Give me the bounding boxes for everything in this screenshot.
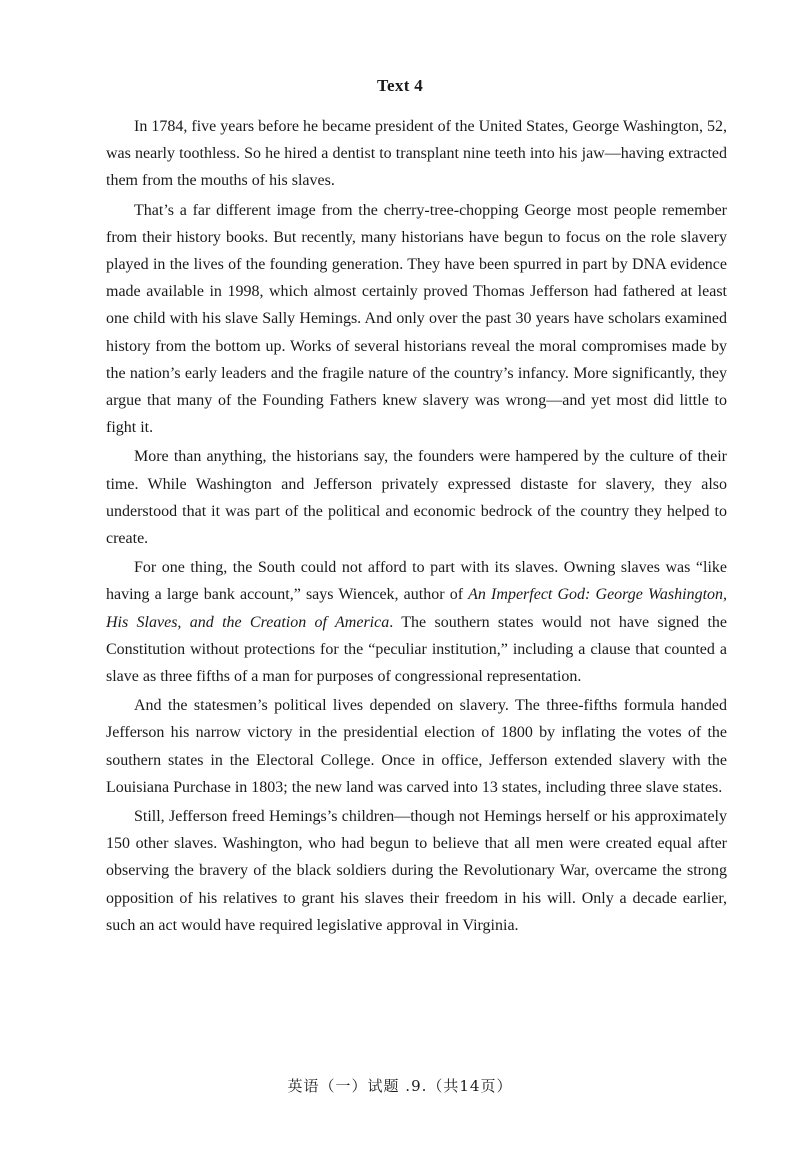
- paragraph-3: More than anything, the historians say, the founders were hampered by the culture of their time. While Washington and Jefferson privately expressed distaste for slavery, they also understood that it was part of the political and economic bedrock of the country they helped to create.: [106, 448, 727, 548]
- paragraph-4-after: . The southern states would not have signed the Constitution without protections for the “peculiar institution,” including a clause that counted a slave as three fifths of a man for purposes of congressional representation.: [106, 613, 727, 686]
- book-title: An Imperfect God: George Washington, His Slaves, and the Creation of America: [106, 586, 728, 631]
- paragraph-2: That’s a far different image from the cherry-tree-chopping George most people remember from their history books. But recently, many historians have begun to focus on the role slavery played in the lives of the founding generation. They have been spurred in part by DNA evidence made available in 1998, which almost certainly proved Thomas Jefferson had fathered at least one child with his slave Sally Hemings. And only over the past 30 years have scholars examined history from the bottom up. Works of several historians reveal the moral compromises made by the nation’s early leaders and the fragile nature of the country’s infancy. More significantly, they argue that many of the Founding Fathers knew slavery was wrong—and yet most did little to fight it.: [106, 201, 727, 437]
- paragraph-4: [106, 554, 727, 690]
- page-title: Text 4: [376, 76, 424, 95]
- paragraph-4-before: For one thing, the South could not afford to part with its slaves. Owning slaves was “like having a large bank account,” says Wiencek, author of: [106, 559, 727, 604]
- paragraph-1: In 1784, five years before he became president of the United States, George Washington, 52, was nearly toothless. So he hired a dentist to transplant nine teeth into his jaw—having extracted them from the mouths of his slaves.: [106, 118, 727, 190]
- paragraph-6: Still, Jefferson freed Hemings’s children—though not Hemings herself or his approximately 150 other slaves. Washington, who had begun to believe that all men were created equal after observing the bravery of the black soldiers during the Revolutionary War, overcame the strong opposition of his relatives to grant his slaves their freedom in his will. Only a decade earlier, such an act would have required legislative approval in Virginia.: [106, 808, 727, 934]
- page-footer: 英语（一）试题 .9.（共14页）: [287, 1077, 513, 1095]
- paragraph-5: And the statesmen’s political lives depended on slavery. The three-fifths formula handed Jefferson his narrow victory in the presidential election of 1800 by inflating the votes of the southern states in the Electoral College. Once in office, Jefferson extended slavery with the Louisiana Purchase in 1803; the new land was carved into 13 states, including three slave states.: [106, 697, 727, 796]
- passage-body: [106, 113, 727, 939]
